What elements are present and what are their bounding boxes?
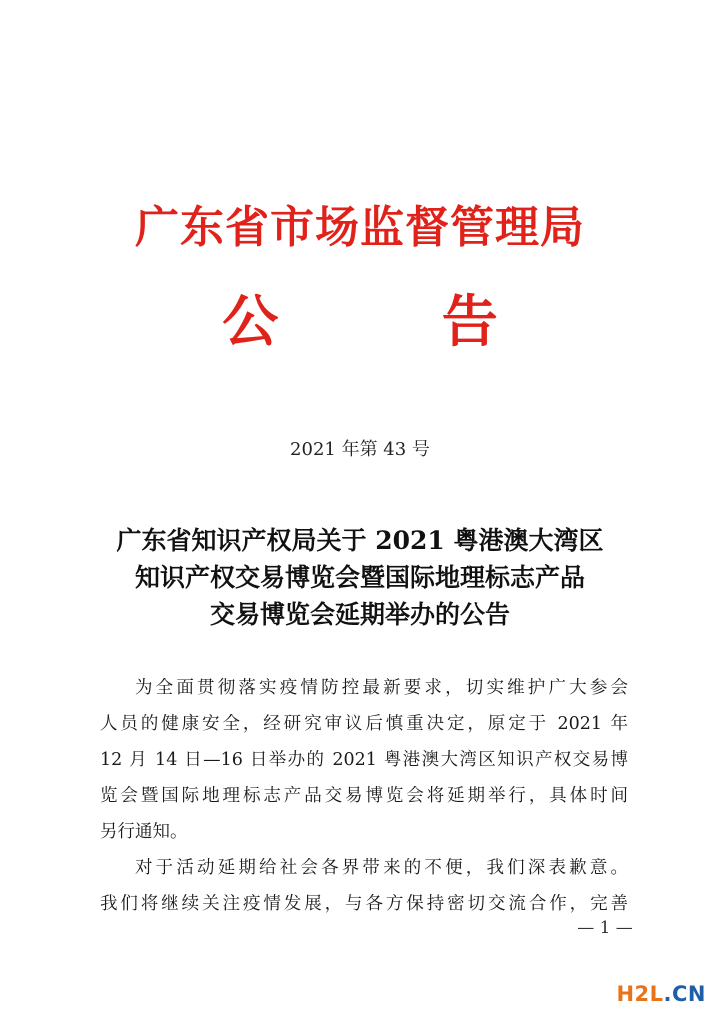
body-line: 我们将继续关注疫情发展，与各方保持密切交流合作，完善	[100, 894, 628, 914]
watermark-part: .CN	[663, 982, 706, 1006]
document-number: 2021 年第 43 号	[290, 439, 430, 460]
body-line: 人员的健康安全，经研究审议后慎重决定，原定于 2021 年	[100, 714, 628, 734]
body-line: 览会暨国际地理标志产品交易博览会将延期举行，具体时间	[100, 786, 628, 806]
title-line: 广东省知识产权局关于 2021 粤港澳大湾区	[116, 526, 604, 555]
body-line: 对于活动延期给社会各界带来的不便，我们深表歉意。	[135, 858, 628, 878]
issuing-organization: 广东省市场监督管理局	[135, 202, 585, 253]
page-number: — 1 —	[577, 918, 633, 938]
body-line: 12 月 14 日—16 日举办的 2021 粤港澳大湾区知识产权交易博	[100, 750, 628, 770]
site-watermark	[616, 982, 706, 1006]
announcement-title	[80, 522, 640, 633]
announcement-body	[100, 670, 628, 922]
title-line: 交易博览会延期举办的公告	[209, 600, 510, 629]
body-line: 另行通知。	[100, 822, 188, 842]
body-line: 为全面贯彻落实疫情防控最新要求，切实维护广大参会	[135, 678, 628, 698]
title-line: 知识产权交易博览会暨国际地理标志产品	[134, 563, 585, 592]
watermark-part: H2L	[616, 982, 664, 1006]
document-type-heading: 公 告	[222, 289, 570, 355]
